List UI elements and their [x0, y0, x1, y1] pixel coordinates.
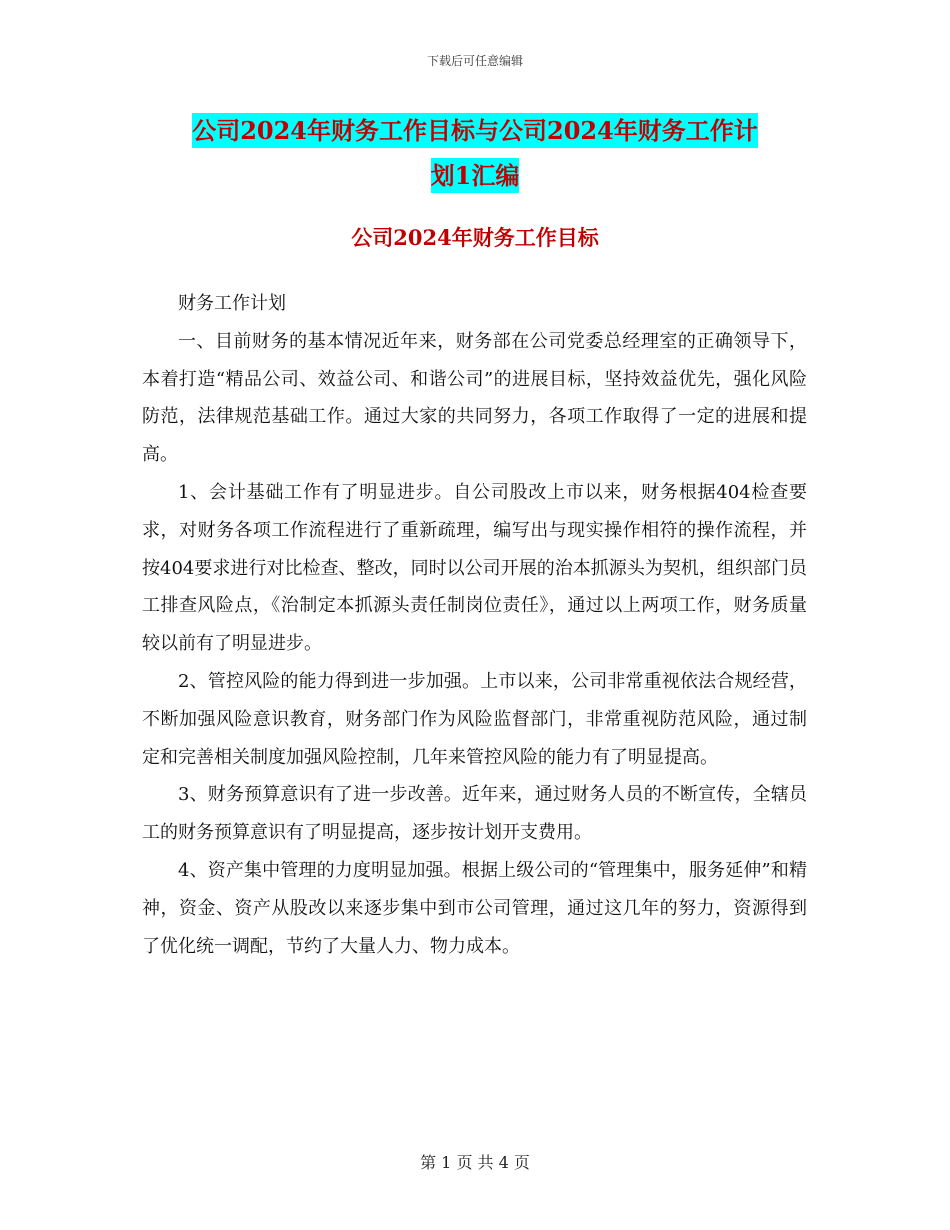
document-title	[140, 108, 810, 198]
document-title-line-2: 划1汇编	[431, 158, 520, 193]
paragraph: 财务工作计划	[178, 293, 286, 314]
paragraph: 4、资产集中管理的力度明显加强。根据上级公司的“管理集中，服务延伸”和精神，资金、资产从股改以来逐步集中到市公司管理，通过这几年的努力，资源得到了优化统一调配，节约了大量人力、物力成本。	[142, 859, 807, 957]
paragraph: 3、财务预算意识有了进一步改善。近年来，通过财务人员的不断宣传，全辖员工的财务预算意识有了明显提高，逐步按计划开支费用。	[142, 784, 807, 844]
section-title: 公司2024年财务工作目标	[351, 225, 599, 250]
page-header-note: 下载后可任意编辑	[426, 54, 523, 68]
paragraph: 2、管控风险的能力得到进一步加强。上市以来，公司非常重视依法合规经营，不断加强风险意识教育，财务部门作为风险监督部门，非常重视防范风险，通过制定和完善相关制度加强风险控制，几年来管控风险的能力有了明显提高。	[142, 670, 807, 768]
paragraph: 1、会计基础工作有了明显进步。自公司股改上市以来，财务根据404检查要求，对财务各项工作流程进行了重新疏理，编写出与现实操作相符的操作流程，并按404要求进行对比检查、整改，同时以公司开展的治本抓源头为契机，组织部门员工排查风险点，《治制定本抓源头责任制岗位责任》，通过以上两项工作，财务质量较以前有了明显进步。	[142, 481, 807, 655]
page-number: 第 1 页 共 4 页	[420, 1153, 530, 1172]
document-body	[142, 285, 807, 965]
document-title-line-1: 公司2024年财务工作目标与公司2024年财务工作计	[192, 113, 758, 148]
paragraph: 一、目前财务的基本情况近年来，财务部在公司党委总经理室的正确领导下，本着打造“精品公司、效益公司、和谐公司”的进展目标，坚持效益优先，强化风险防范，法律规范基础工作。通过大家的共同努力，各项工作取得了一定的进展和提高。	[142, 330, 807, 466]
